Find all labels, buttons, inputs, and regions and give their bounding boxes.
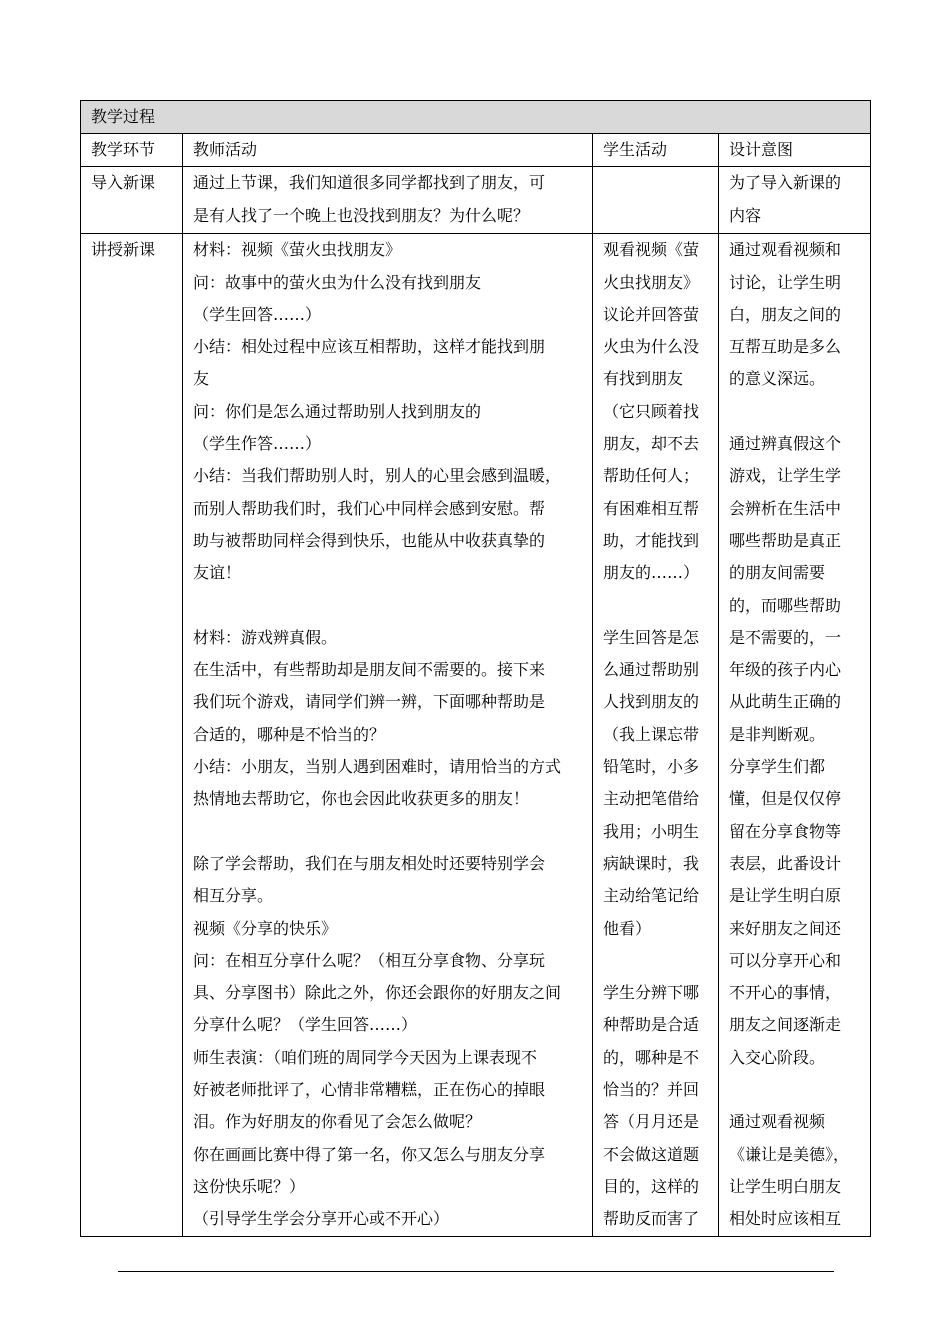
text-line: 这份快乐呢？） bbox=[193, 1176, 306, 1196]
text-line: 合适的，哪种是不恰当的？ bbox=[193, 724, 386, 744]
text-line: 内容 bbox=[729, 205, 762, 225]
text-line: （学生回答……） bbox=[193, 304, 322, 324]
text-line: 留在分享食物等 bbox=[729, 821, 842, 841]
text-line: 相互分享。 bbox=[193, 886, 274, 906]
text-line: 朋友，却不去 bbox=[603, 434, 700, 454]
text-line: 不会做这道题 bbox=[603, 1144, 700, 1164]
text-line: 有困难相互帮 bbox=[603, 498, 700, 518]
stage-cell: 讲授新课 bbox=[81, 234, 183, 1236]
text-line: 材料：视频《萤火虫找朋友》 bbox=[193, 240, 402, 260]
text-line: 么通过帮助别 bbox=[603, 660, 700, 680]
section-title: 教学过程 bbox=[81, 101, 871, 134]
text-line: 问：在相互分享什么呢？（相互分享食物、分享玩 bbox=[193, 950, 546, 970]
table-row-teach bbox=[81, 234, 871, 1236]
intent-lines bbox=[729, 167, 860, 232]
text-line: 小结：相处过程中应该互相帮助，这样才能找到朋 bbox=[193, 337, 546, 357]
text-line: 师生表演：（咱们班的周同学今天因为上课表现不 bbox=[193, 1047, 538, 1067]
text-line: 你在画画比赛中得了第一名，你又怎么与朋友分享 bbox=[193, 1144, 546, 1164]
text-line: 泪。作为好朋友的你看见了会怎么做呢？ bbox=[193, 1112, 482, 1132]
text-line: 通过观看视频 bbox=[729, 1112, 826, 1132]
text-line: 会辨析在生活中 bbox=[729, 498, 842, 518]
header-student-activity: 学生活动 bbox=[593, 134, 719, 167]
text-line: 助，才能找到 bbox=[603, 530, 700, 550]
text-line: 的，而哪些帮助 bbox=[729, 595, 842, 615]
text-line: 帮助任何人； bbox=[603, 466, 700, 486]
text-line: 恰当的？并回 bbox=[603, 1080, 700, 1100]
text-line: 白，朋友之间的 bbox=[729, 304, 842, 324]
text-line: 的朋友间需要 bbox=[729, 563, 826, 583]
text-line: 学生回答是怎 bbox=[603, 627, 700, 647]
text-line: 是有人找了一个晚上也没找到朋友？为什么呢？ bbox=[193, 205, 530, 225]
text-line: 可以分享开心和 bbox=[729, 950, 842, 970]
text-line bbox=[193, 816, 582, 848]
text-line: 分享什么呢？（学生回答……） bbox=[193, 1015, 418, 1035]
text-line: 有找到朋友 bbox=[603, 369, 684, 389]
teacher-activity-cell bbox=[183, 167, 593, 234]
text-line: 的，哪种是不 bbox=[603, 1047, 700, 1067]
header-design-intent: 设计意图 bbox=[719, 134, 871, 167]
text-line: 相处时应该相互 bbox=[729, 1209, 842, 1229]
teaching-process-table bbox=[80, 100, 871, 1237]
text-line: 通过上节课，我们知道很多同学都找到了朋友，可 bbox=[193, 173, 546, 193]
text-line: 而别人帮助我们时，我们心中同样会感到安慰。帮 bbox=[193, 498, 546, 518]
text-line: 帮助反而害了 bbox=[603, 1209, 700, 1229]
text-line: 哪些帮助是真正 bbox=[729, 530, 842, 550]
text-line: （引导学生学会分享开心或不开心） bbox=[193, 1209, 450, 1229]
text-line bbox=[729, 396, 860, 428]
text-line: 视频《分享的快乐》 bbox=[193, 918, 338, 938]
text-line bbox=[193, 590, 582, 622]
text-line: 问：你们是怎么通过帮助别人找到朋友的 bbox=[193, 401, 482, 421]
text-line: 材料：游戏辨真假。 bbox=[193, 627, 338, 647]
text-line bbox=[603, 945, 708, 977]
header-stage: 教学环节 bbox=[81, 134, 183, 167]
student-activity-cell bbox=[593, 167, 719, 234]
teacher-lines bbox=[193, 234, 582, 1235]
text-line: 不开心的事情， bbox=[729, 983, 842, 1003]
table-row-intro bbox=[81, 167, 871, 234]
text-line: 朋友之间逐渐走 bbox=[729, 1015, 842, 1035]
text-line: 主动把笔借给 bbox=[603, 789, 700, 809]
text-line: 通过观看视频和 bbox=[729, 240, 842, 260]
text-line: 观看视频《萤 bbox=[603, 240, 700, 260]
text-line: 是非判断观。 bbox=[729, 724, 826, 744]
text-line: 人找到朋友的 bbox=[603, 692, 700, 712]
text-line: 入交心阶段。 bbox=[729, 1047, 826, 1067]
text-line: 年级的孩子内心 bbox=[729, 660, 842, 680]
text-line: 游戏，让学生学 bbox=[729, 466, 842, 486]
text-line: （学生作答……） bbox=[193, 434, 322, 454]
text-line: 铅笔时，小多 bbox=[603, 757, 700, 777]
text-line: 答（月月还是 bbox=[603, 1112, 700, 1132]
text-line: 种帮助是合适 bbox=[603, 1015, 700, 1035]
text-line: 病缺课时，我 bbox=[603, 853, 700, 873]
footer-rule bbox=[118, 1271, 834, 1272]
text-line: 的意义深远。 bbox=[729, 369, 826, 389]
text-line: 议论并回答萤 bbox=[603, 304, 700, 324]
teacher-lines bbox=[193, 167, 582, 232]
text-line: 让学生明白朋友 bbox=[729, 1176, 842, 1196]
text-line: 讨论，让学生明 bbox=[729, 272, 842, 292]
student-activity-cell bbox=[593, 234, 719, 1236]
text-line: 是让学生明白原 bbox=[729, 886, 842, 906]
stage-cell: 导入新课 bbox=[81, 167, 183, 234]
text-line: 他看） bbox=[603, 918, 652, 938]
text-line: 从此萌生正确的 bbox=[729, 692, 842, 712]
text-line bbox=[603, 590, 708, 622]
text-line: 来好朋友之间还 bbox=[729, 918, 842, 938]
design-intent-cell bbox=[719, 167, 871, 234]
text-line: 我用；小明生 bbox=[603, 821, 700, 841]
text-line: 友 bbox=[193, 369, 210, 389]
text-line: 学生分辨下哪 bbox=[603, 983, 700, 1003]
intent-lines bbox=[729, 234, 860, 1235]
text-line: 热情地去帮助它，你也会因此收获更多的朋友！ bbox=[193, 789, 530, 809]
text-line: 通过辨真假这个 bbox=[729, 434, 842, 454]
text-line: 友谊！ bbox=[193, 563, 242, 583]
text-line: 朋友的……） bbox=[603, 563, 700, 583]
text-line: 为了导入新课的 bbox=[729, 173, 842, 193]
text-line: 是不需要的，一 bbox=[729, 627, 842, 647]
design-intent-cell bbox=[719, 234, 871, 1236]
text-line: 具、分享图书）除此之外，你还会跟你的好朋友之间 bbox=[193, 983, 562, 1003]
text-line: （我上课忘带 bbox=[603, 724, 700, 744]
text-line: 分享学生们都 bbox=[729, 757, 826, 777]
text-line: 我们玩个游戏，请同学们辨一辨，下面哪种帮助是 bbox=[193, 692, 546, 712]
text-line: 小结：当我们帮助别人时，别人的心里会感到温暖， bbox=[193, 466, 562, 486]
text-line: 表层，此番设计 bbox=[729, 853, 842, 873]
text-line: （它只顾着找 bbox=[603, 401, 700, 421]
text-line bbox=[729, 1074, 860, 1106]
text-line: 在生活中，有些帮助却是朋友间不需要的。接下来 bbox=[193, 660, 546, 680]
teacher-activity-cell bbox=[183, 234, 593, 1236]
header-teacher-activity: 教师活动 bbox=[183, 134, 593, 167]
text-line: 好被老师批评了，心情非常糟糕，正在伤心的掉眼 bbox=[193, 1080, 546, 1100]
text-line: 目的，这样的 bbox=[603, 1176, 700, 1196]
text-line: 助与被帮助同样会得到快乐，也能从中收获真挚的 bbox=[193, 530, 546, 550]
text-line: 主动给笔记给 bbox=[603, 886, 700, 906]
text-line: 问：故事中的萤火虫为什么没有找到朋友 bbox=[193, 272, 482, 292]
text-line: 火虫为什么没 bbox=[603, 337, 700, 357]
text-line: 小结：小朋友，当别人遇到困难时，请用恰当的方式 bbox=[193, 757, 562, 777]
text-line: 互帮互助是多么 bbox=[729, 337, 842, 357]
text-line: 火虫找朋友》 bbox=[603, 272, 700, 292]
text-line: 除了学会帮助，我们在与朋友相处时还要特别学会 bbox=[193, 853, 546, 873]
student-lines bbox=[603, 234, 708, 1235]
text-line: 《谦让是美德》， bbox=[729, 1144, 850, 1164]
text-line: 懂，但是仅仅停 bbox=[729, 789, 842, 809]
